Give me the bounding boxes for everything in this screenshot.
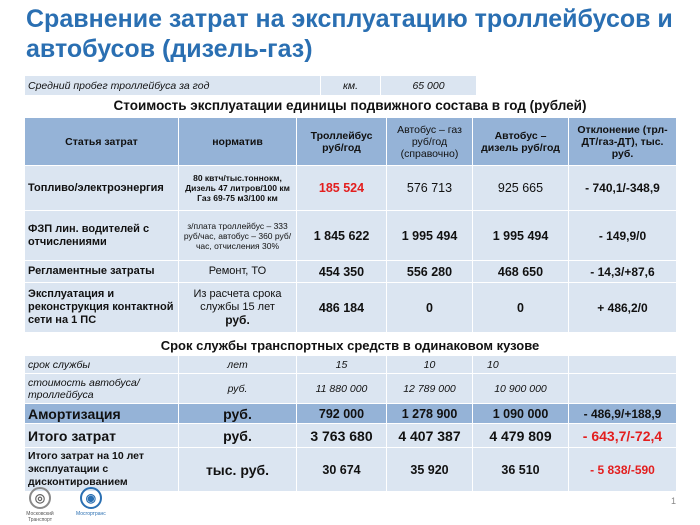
header-bus-gas: Автобус – газ руб/год (справочно) — [387, 118, 473, 166]
life-norm: руб. — [179, 374, 297, 404]
header-norm: норматив — [179, 118, 297, 166]
life-trolley: 11 880 000 — [297, 374, 387, 404]
row-item: Топливо/электроэнергия — [25, 166, 179, 211]
header-item: Статья затрат — [25, 118, 179, 166]
mileage-row — [25, 76, 477, 96]
footer-logos — [18, 487, 106, 523]
row-norm: 80 квтч/тыс.тоннокм, Дизель 47 литров/100 км Газ 69-75 м3/100 км — [179, 166, 297, 211]
total10-bus-gas: 35 920 — [387, 448, 473, 492]
row-trolley: 486 184 — [297, 283, 387, 333]
life-item: срок службы — [25, 356, 179, 374]
header-trolley: Троллейбус руб/год — [297, 118, 387, 166]
amortization-item: Амортизация — [25, 404, 179, 424]
logo-text: Мосгортранс — [76, 511, 106, 517]
mileage-value: 65 000 — [381, 76, 477, 96]
row-bus-diesel: 925 665 — [473, 166, 569, 211]
total10-item: Итого затрат на 10 лет эксплуатации с дисконтированием — [25, 448, 179, 492]
row-norm-unit: руб. — [225, 313, 250, 327]
table-row — [25, 166, 677, 211]
amortization-bus-diesel: 1 090 000 — [473, 404, 569, 424]
row-norm: Ремонт, ТО — [179, 261, 297, 283]
service-life-title: Срок службы транспортных средств в одинаковом кузове — [160, 338, 540, 353]
row-trolley: 454 350 — [297, 261, 387, 283]
row-bus-gas: 1 995 494 — [387, 211, 473, 261]
table-row — [25, 283, 677, 333]
cost-table — [24, 117, 677, 333]
header-deviation: Отклонение (трл-ДТ/газ-ДТ), тыс. руб. — [569, 118, 677, 166]
service-life-table — [24, 355, 677, 492]
life-bus-diesel: 10 — [473, 356, 569, 374]
life-bus-gas: 10 — [387, 356, 473, 374]
row-item: ФЗП лин. водителей с отчислениями — [25, 211, 179, 261]
amortization-trolley: 792 000 — [297, 404, 387, 424]
row-bus-diesel: 0 — [473, 283, 569, 333]
row-deviation: - 149,9/0 — [569, 211, 677, 261]
cost-table-subtitle: Стоимость эксплуатации единицы подвижного состава в год (рублей) — [113, 98, 587, 113]
amortization-deviation: - 486,9/+188,9 — [569, 404, 677, 424]
total10-norm: тыс. руб. — [179, 448, 297, 492]
mileage-table — [24, 75, 477, 96]
page-title: Сравнение затрат на эксплуатацию троллейбусов и автобусов (дизель-газ) — [26, 5, 673, 63]
row-bus-gas: 0 — [387, 283, 473, 333]
life-norm: лет — [179, 356, 297, 374]
row-norm — [179, 283, 297, 333]
total-norm: руб. — [179, 424, 297, 448]
logo-moscow-transport — [18, 487, 62, 523]
page-number: 1 — [670, 496, 676, 506]
row-deviation: - 14,3/+87,6 — [569, 261, 677, 283]
total-bus-gas: 4 407 387 — [387, 424, 473, 448]
total10-deviation: - 5 838/-590 — [569, 448, 677, 492]
row-deviation: + 486,2/0 — [569, 283, 677, 333]
moscow-transport-logo-icon: ◎ — [29, 487, 51, 509]
row-deviation: - 740,1/-348,9 — [569, 166, 677, 211]
row-bus-gas: 556 280 — [387, 261, 473, 283]
row-bus-gas: 576 713 — [387, 166, 473, 211]
mosgortrans-logo-icon: ◉ — [80, 487, 102, 509]
logo-mosgortrans — [76, 487, 106, 523]
total-trolley: 3 763 680 — [297, 424, 387, 448]
total-row — [25, 424, 677, 448]
life-bus-diesel: 10 900 000 — [473, 374, 569, 404]
row-item: Регламентные затраты — [25, 261, 179, 283]
cost-table-header — [25, 118, 677, 166]
amortization-norm: руб. — [179, 404, 297, 424]
header-bus-diesel: Автобус – дизель руб/год — [473, 118, 569, 166]
table-row — [25, 211, 677, 261]
total-deviation: - 643,7/-72,4 — [569, 424, 677, 448]
row-bus-diesel: 1 995 494 — [473, 211, 569, 261]
life-item: стоимость автобуса/троллейбуса — [25, 374, 179, 404]
life-trolley: 15 — [297, 356, 387, 374]
row-norm-text: Из расчета срока службы 15 лет — [193, 288, 282, 313]
row-item: Эксплуатация и реконструкция контактной сети на 1 ПС — [25, 283, 179, 333]
life-deviation — [569, 356, 677, 374]
amortization-row — [25, 404, 677, 424]
life-deviation — [569, 374, 677, 404]
table-row — [25, 356, 677, 374]
total-item: Итого затрат — [25, 424, 179, 448]
table-row — [25, 374, 677, 404]
row-norm: з/плата троллейбус – 333 руб/час, автобус – 360 руб/час, отчисления 30% — [179, 211, 297, 261]
row-trolley: 1 845 622 — [297, 211, 387, 261]
row-bus-diesel: 468 650 — [473, 261, 569, 283]
total10-trolley: 30 674 — [297, 448, 387, 492]
mileage-label: Средний пробег троллейбуса за год — [25, 76, 321, 96]
row-trolley: 185 524 — [297, 166, 387, 211]
total-10-years-row — [25, 448, 677, 492]
life-bus-gas: 12 789 000 — [387, 374, 473, 404]
mileage-unit: км. — [321, 76, 381, 96]
logo-text: Московский Транспорт — [26, 511, 54, 523]
total10-bus-diesel: 36 510 — [473, 448, 569, 492]
amortization-bus-gas: 1 278 900 — [387, 404, 473, 424]
table-row — [25, 261, 677, 283]
total-bus-diesel: 4 479 809 — [473, 424, 569, 448]
